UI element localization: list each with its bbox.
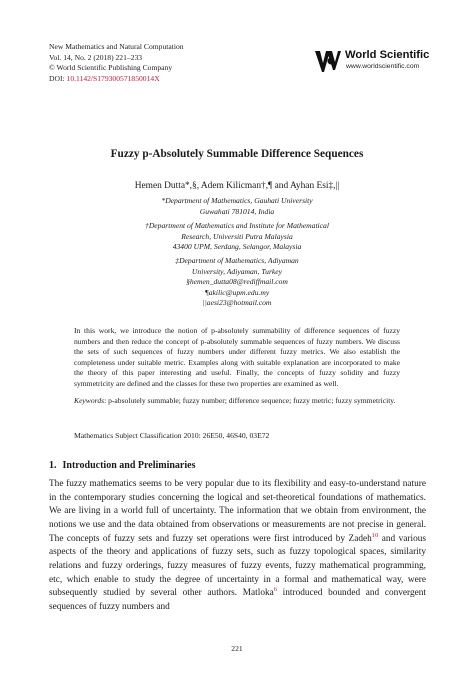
affiliation-3: ‡Department of Mathematics, Adiyaman University, Adiyaman, Turkey §hemen_dutta08@rediffmail.com ¶akilic@upm.edu.my ||aesi23@hotmail.com [0, 256, 474, 309]
page-number: 221 [231, 644, 243, 653]
doi-link[interactable]: 10.1142/S179300571850014X [66, 73, 160, 83]
body-text: The fuzzy mathematics seems to be very popular due to its flexibility and easy-to-understand nature in the contemporary studies concerning the logical and set-theoretical foundations of mathematics. We are living in a world full of uncertainty. The information that we obtain from environment, the notions we use and the data obtained from observations or measurements are not precise in general. The concepts of fuzzy sets and fuzzy set operations were first introduced by Zadeh$^{10}$ and various aspects of the theory and applications of fuzzy sets, such as fuzzy topological spaces, similarity relations and fuzzy orderings, fuzzy measures of fuzzy events, fuzzy mathematical programming, etc, which enable to study the degree of uncertainty in a formal and mathematical way, were subsequently studied by several other authors. Matloka$^6$ introduced bounded and convergent sequences of fuzzy numbers and [49, 479, 426, 612]
paper-title: Fuzzy p-Absolutely Summable Difference Sequences [110, 148, 364, 160]
keywords [74, 396, 400, 407]
journal-doi: DOI: 10.1142/S179300571850014X [49, 73, 160, 83]
citation-matloka[interactable]: 6 [273, 586, 278, 594]
msc-classification: Mathematics Subject Classification 2010: 26E50, 46S40, 03E72 [74, 431, 270, 440]
email-kilicman[interactable]: ¶akilic@upm.edu.my [204, 287, 270, 297]
section-title: Introduction and Preliminaries [62, 460, 196, 471]
journal-header [49, 42, 184, 84]
citation-zadeh[interactable]: 10 [371, 531, 379, 539]
publisher-url[interactable]: www.worldscientific.com [346, 63, 420, 70]
keywords-list: : p-absolutely summable; fuzzy number; difference sequence; fuzzy metric; fuzzy symmetricity. [104, 396, 396, 405]
email-esi[interactable]: ||aesi23@hotmail.com [202, 298, 272, 307]
abstract: In this work, we introduce the notion of p-absolutely summability of difference sequences of fuzzy numbers and then reduce the concept of p-absolutely summable sequences of fuzzy numbers. We discuss the sets of such sequences of fuzzy numbers under different fuzzy metrics. We also establish the completeness under suitable metric. Examples along with suitable explanation are incorporated to make the theory of this paper interesting and useful. Finally, the concepts of fuzzy solidity and fuzzy symmetricity are defined and the classes for these two properties are examined as well. [74, 326, 400, 388]
affiliation-1: *Department of Mathematics, Gauhati University Guwahati 781014, India [161, 196, 313, 216]
keywords-label: Keywords [74, 396, 105, 405]
journal-name: New Mathematics and Natural Computation [49, 42, 184, 51]
publisher-name: World Scientific [345, 49, 430, 61]
section-number: 1. [49, 460, 57, 471]
world-scientific-logo [312, 46, 442, 76]
paper-authors: Hemen Dutta*,§, Adem Kilicman†,¶ and Ayhan Esi‡,|| [134, 181, 340, 191]
email-dutta[interactable]: §hemen_dutta08@rediffmail.com [186, 277, 288, 286]
affiliation-2: †Department of Mathematics and Institute for Mathematical Research, Universiti Putra Malaysia 43400 UPM, Serdang, Selangor, Malaysia [145, 221, 329, 251]
journal-volume: Vol. 14, No. 2 (2018) 221–233 [49, 52, 143, 62]
section-heading [49, 460, 195, 471]
journal-copyright: © World Scientific Publishing Company [49, 63, 173, 73]
world-scientific-icon [312, 46, 342, 76]
